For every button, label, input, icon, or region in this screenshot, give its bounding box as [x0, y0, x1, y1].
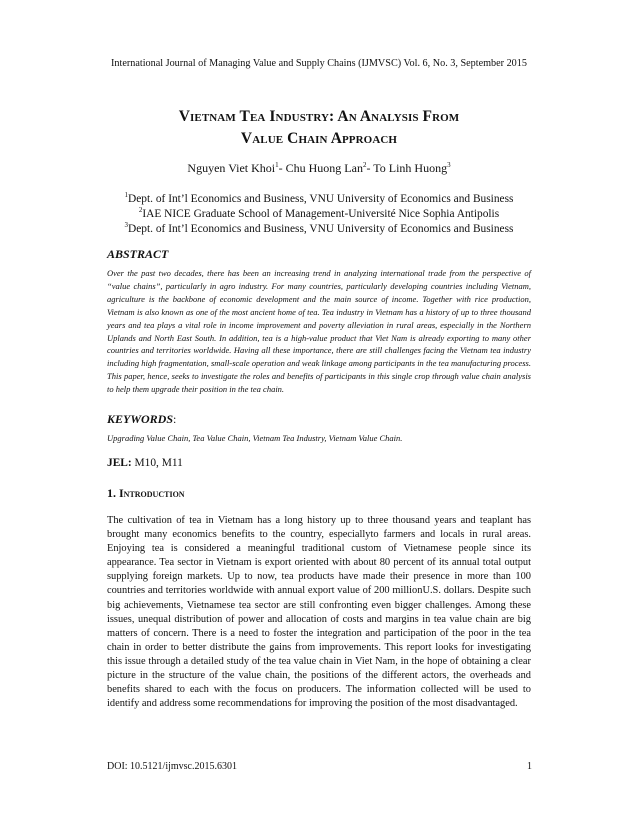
intro-heading: 1. Introduction — [107, 486, 185, 500]
author-3-sup: 3 — [447, 161, 451, 169]
author-2-sup: 2 — [362, 161, 367, 169]
abstract-text: Over the past two decades, there has been an increasing trend in analyzing international trade from the perspective of “value chains”, particularly in agro industry. For many countries, particularly developing countries including Vietnam, agriculture is the backbone of economic development and the main source of income. Together with rice production, Vietnam is also known as one of the most ancient home of tea. Tea industry in Vietnam has a history of up to three thousand years and tea plays a vital role in income improvement and poverty alleviation in rural areas, especially in the Northern Uplands and North East South. In addition, tea is a high-value product that Viet Nam is already exporting to many other countries and territories worldwide. Having all these importance, there are still challenges facing the Vietnam tea industry including high fragmentation, small-scale operation and weak linkage among participants in the tea manufacturing process. This paper, hence, seeks to investigate the roles and benefits of participants in this single crop through value chain analysis to help them upgrade their position in the tea chain. — [107, 268, 531, 395]
keywords-heading: KEYWORDS: — [107, 412, 177, 426]
author-1-sup: 1 — [275, 161, 279, 169]
affiliation-1: $^1$Dept. of Int’l Economics and Business, VNU University of Economics and Business — [124, 191, 514, 205]
running-head: International Journal of Managing Value and Supply Chains (IJMVSC) Vol. 6, No. 3, September 2015 — [111, 58, 527, 69]
title-line-2: Value Chain Approach — [240, 130, 398, 147]
author-2: - Chu Huong Lan — [278, 161, 363, 175]
jel-codes — [107, 457, 183, 469]
author-1: Nguyen Viet Khoi — [187, 161, 276, 175]
page-number: 1 — [527, 761, 532, 772]
paper-title — [60, 106, 578, 150]
author-list — [0, 161, 638, 176]
jel-label: JEL: — [107, 457, 132, 469]
jel-value: M10, M11 — [131, 457, 183, 469]
abstract-heading: ABSTRACT — [107, 247, 169, 261]
affiliation-3: $^3$Dept. of Int’l Economics and Business, VNU University of Economics and Business — [124, 221, 514, 235]
affiliation-2: $^2$IAE NICE Graduate School of Management-Université Nice Sophia Antipolis — [138, 206, 500, 220]
footer-doi: DOI: 10.5121/ijmvsc.2015.6301 — [107, 761, 237, 772]
author-3: - To Linh Huong — [366, 161, 448, 175]
intro-body: The cultivation of tea in Vietnam has a long history up to three thousand years and teaplant has brought many economics benefits to the country, especiallyto farmers and locals in rural areas. Enjoying tea is considered a meaningful traditional custom of Vietnamese people since its appearance. Tea sector in Vietnam is export oriented with about 80 percent of its annual total output supplying foreign markets. Up to now, tea products have made their presence in more than 100 countries and territories worldwide with annual export value of 200 millionU.S. dollars. Despite such big achievements, Vietnamese tea sector are still confronting even bigger challenges. Among these issues, unequal distribution of power and allocation of costs and margins in tea value chain are big matters of concern. There is a need to foster the integration and participation of the poor in the tea chain in order to better distribute the gains from improvements. This report looks for investigating this issue through a detailed study of the tea value chain in Viet Nam, in the hope of obtaining a clear picture in the structure of the value chain, the positions of the different actors, the overheads and benefits shared to each with the focus on producers. The information collected will be used to identify and address some recommendations for improving the position of the most disadvantaged. — [107, 515, 531, 710]
title-line-1: Vietnam Tea Industry: An Analysis From — [178, 108, 460, 125]
keywords-text: Upgrading Value Chain, Tea Value Chain, Vietnam Tea Industry, Vietnam Value Chain. — [107, 433, 403, 443]
